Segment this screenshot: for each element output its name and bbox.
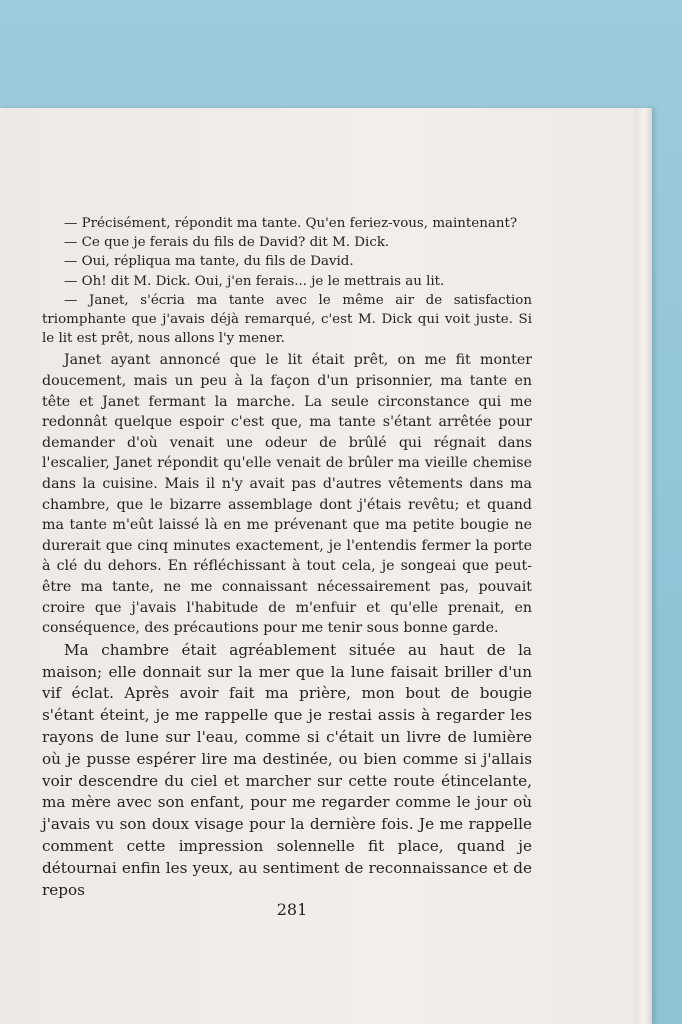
paragraph: — Oui, répliqua ma tante, du fils de David.: [64, 254, 354, 270]
page-number: 281: [276, 900, 308, 919]
page-text: [42, 214, 532, 901]
paragraph: Ma chambre était agréablement située au haut de la maison; elle donnait sur la mer que la lune faisait briller d'un vif éclat. Après avoir fait ma prière, mon bout de bougie s'étant éteint, je me rappelle que je restai assis à regarder les rayons de lune sur l'eau, comme si c'était un livre de lumière où je pusse espérer lire ma destinée, ou bien comme si j'allais voir descendre du ciel et marcher sur cette route étincelante, ma mère avec son enfant, pour me regarder comme le jour où j'avais vu son doux visage pour la dernière fois. Je me rappelle comment cette impression solennelle fit place, quand je détournai enfin les yeux, au sentiment de reconnaissance et de repos: [42, 640, 532, 899]
narrative-section-2: [42, 640, 532, 902]
paragraph: — Janet, s'écria ma tante avec le même air de satisfaction triomphante que j'avais déjà remarqué, c'est M. Dick qui voit juste. Si le lit est prêt, nous allons l'y mener.: [42, 292, 532, 347]
paragraph: — Précisément, répondit ma tante. Qu'en feriez-vous, maintenant?: [64, 216, 517, 231]
paragraph: Janet ayant annoncé que le lit était prêt, on me fit monter doucement, mais un peu à la façon d'un prisonnier, ma tante en tête et Janet fermant la marche. La seule circonstance qui me redonnât quelque espoir c'est que, ma tante s'étant arrêtée pour demander d'où venait une odeur de brûlé qui régnait dans l'escalier, Janet répondit qu'elle venait de brûler ma vieille chemise dans la cuisine. Mais il n'y avait pas d'autres vêtements dans ma chambre, que le bizarre assemblage dont j'étais revêtu; et quand ma tante m'eût laissé là en me prévenant que ma petite bougie ne durerait que cinq minutes exactement, je l'entendis fermer la porte à clé du dehors. En réfléchissant à tout cela, je songeai que peut-être ma tante, ne me connaissant nécessairement pas, pouvait croire que j'avais l'habitude de m'enfuir et qu'elle prenait, en conséquence, des précautions pour me tenir sous bonne garde.: [42, 352, 532, 637]
paragraph: — Oh! dit M. Dick. Oui, j'en ferais... je le mettrais au lit.: [64, 273, 445, 289]
dialogue-section: [42, 214, 532, 348]
narrative-section: [42, 350, 532, 638]
page-edge: [634, 108, 652, 1024]
paragraph: — Ce que je ferais du fils de David? dit M. Dick.: [64, 235, 390, 251]
